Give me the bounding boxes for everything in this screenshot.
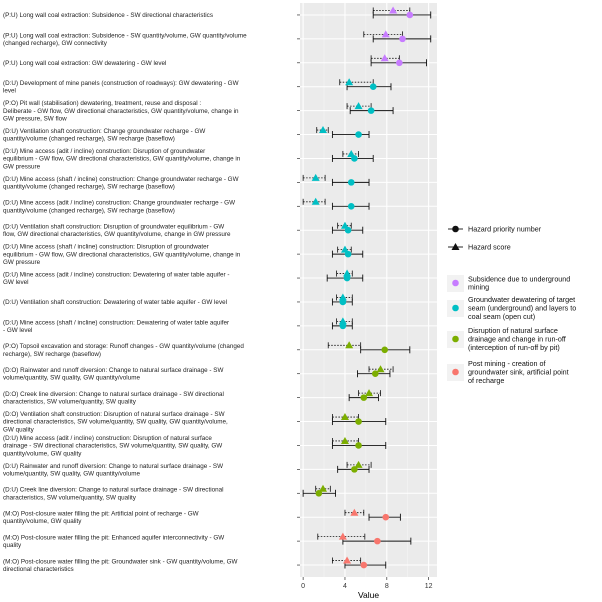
row-label-line: quantity/volume (changed recharge), SW recharge (baseflow) xyxy=(3,207,175,215)
row-label-line: volume/quantity, SW quality, GW quantity/volume xyxy=(3,470,140,478)
row-label-line: (P:O) Pit wall (stabilisation) dewatering, treatment, reuse and disposal : xyxy=(3,100,202,108)
hpn-point xyxy=(407,12,414,19)
row-label-line: (D:U) Development of mine panels (construction of roadways): GW dewatering - GW xyxy=(3,80,239,88)
row-label-line: volume/quantity, SW quality, GW quantity/volume xyxy=(3,374,140,382)
row-label xyxy=(3,435,222,457)
row-label xyxy=(3,299,227,306)
row-label-line: (P:U) Long wall coal extraction: Subsidence - SW directional characteristics xyxy=(3,12,213,20)
legend-key-circle xyxy=(452,226,459,233)
legend-label-line: seam (underground) and layers to xyxy=(468,303,577,313)
row-label xyxy=(3,343,244,358)
row-label xyxy=(3,128,205,143)
legend-key-circle xyxy=(452,369,459,376)
hpn-point xyxy=(374,538,381,545)
row-label-line: (D:U) Mine access (adit / incline) construction: Dewatering of water table aquifer - xyxy=(3,271,230,279)
x-tick-label: 4 xyxy=(343,583,347,590)
row-label xyxy=(3,60,166,67)
hpn-point xyxy=(370,83,377,90)
hpn-point xyxy=(355,442,362,449)
row-label-line: (M:O) Post-closure water filling the pit: Artificial point of recharge - GW xyxy=(3,510,199,518)
row-label-line: (D:U) Mine access (adit / incline) construction: Disruption of natural surface xyxy=(3,435,212,443)
hpn-point xyxy=(355,418,362,425)
legend-label xyxy=(468,326,566,352)
row-label-line: quantity/volume (changed recharge), SW recharge (baseflow) xyxy=(3,135,175,143)
legend-label xyxy=(468,274,570,291)
row-label-line: quantity/volume, GW quality xyxy=(3,518,82,526)
legend-label-line: (interception of run-off by pit) xyxy=(468,342,560,352)
row-label-line: quantity/volume, GW quality xyxy=(3,450,82,458)
row-label xyxy=(3,32,247,47)
row-label xyxy=(3,319,229,334)
row-label-line: (D:O) Rainwater and runoff diversion: Change to natural surface drainage - SW xyxy=(3,367,224,375)
row-label xyxy=(3,271,229,286)
row-label xyxy=(3,244,241,266)
hpn-point xyxy=(348,179,355,186)
row-label-line: (M:O) Post-closure water filling the pit: Enhanced aquifer interconnectivity - GW xyxy=(3,534,225,542)
x-axis-title: Value xyxy=(357,590,380,600)
row-label xyxy=(3,535,224,550)
row-label xyxy=(3,411,228,433)
x-tick-label: 12 xyxy=(424,583,433,590)
row-label-line: (M:O) Post-closure water filling the pit: Groundwater sink - GW quantity/volume, GW xyxy=(3,558,238,566)
legend-key-circle xyxy=(452,280,459,287)
row-label-line: (P:O) Topsoil excavation and storage: Runoff changes - GW quantity/volume (changed xyxy=(3,343,244,351)
row-label-line: (D:U) Ventilation shaft construction: Dewatering of water table aquifer - GW level xyxy=(3,299,227,307)
row-label-line: directional characteristics, SW volume/quantity, SW quality, GW quantity/volume, xyxy=(3,418,228,426)
row-label xyxy=(3,558,238,573)
legend-label-line: drainage and change in run-off xyxy=(468,334,566,344)
legend-label-line: coal seam (open cut) xyxy=(468,311,536,321)
row-label-line: equilibrium - GW flow, GW directional characteristics, GW quantity/volume, change in xyxy=(3,251,241,259)
row-label-line: flow, GW directional characteristics, GW quantity/volume, change in GW pressure xyxy=(3,231,231,239)
row-label-line: GW level xyxy=(3,279,29,287)
row-label xyxy=(3,80,239,95)
legend-label: Hazard priority number xyxy=(468,224,542,234)
legend-label-line: mining xyxy=(468,282,490,292)
row-label-line: (P:U) Long wall coal extraction: Subsidence - SW quantity/volume, GW quantity/volume xyxy=(3,32,247,40)
row-label xyxy=(3,148,241,170)
legend-label-line: groundwater sink, artificial point xyxy=(468,367,569,377)
hpn-point xyxy=(381,346,388,353)
row-label-line: (changed recharge), GW connectivity xyxy=(3,39,107,47)
legend-label-line: Groundwater dewatering of target xyxy=(468,295,576,305)
legend-key-circle xyxy=(452,305,459,312)
row-label xyxy=(3,224,231,239)
row-label-line: directional characteristics xyxy=(3,566,74,574)
row-label xyxy=(3,176,239,191)
row-label xyxy=(3,12,213,19)
row-label-line: quality xyxy=(3,542,22,550)
row-label-line: recharge), SW recharge (baseflow) xyxy=(3,350,101,358)
row-label xyxy=(3,487,224,502)
row-label-line: GW pressure, SW flow xyxy=(3,115,67,123)
row-label-line: Deliberate - GW flow, GW directional characteristics, GW quantity/volume, change in xyxy=(3,107,239,115)
row-label xyxy=(3,391,224,406)
legend-label: Hazard score xyxy=(468,242,511,252)
hpn-point xyxy=(360,562,367,569)
row-label-line: (D:O) Creek line diversion: Change to natural surface drainage - SW directional xyxy=(3,391,224,399)
row-label-line: GW pressure xyxy=(3,258,41,266)
row-label-line: - GW level xyxy=(3,326,33,334)
legend-label xyxy=(468,295,576,321)
row-label-line: equilibrium - GW flow, GW directional characteristics, GW quantity/volume, change in xyxy=(3,155,241,163)
legend-label-line: Subsidence due to underground xyxy=(468,274,571,284)
hpn-point xyxy=(348,203,355,210)
row-label xyxy=(3,463,223,478)
row-label-line: (D:U) Mine access (shaft / incline) construction: Disruption of groundwater xyxy=(3,243,209,251)
row-label-line: level xyxy=(3,87,16,95)
legend-label-line: Post mining - creation of xyxy=(468,359,546,369)
row-label-line: quantity/volume (changed recharge), SW recharge (baseflow) xyxy=(3,183,175,191)
row-label-line: (P:U) Long wall coal extraction: GW dewatering - GW level xyxy=(3,59,167,67)
legend-label xyxy=(468,359,569,385)
row-label-line: (D:U) Mine access (shaft / incline) construction: Change groundwater recharge - GW xyxy=(3,175,239,183)
hpn-point xyxy=(399,36,406,43)
x-tick-label: 8 xyxy=(384,583,389,590)
row-label xyxy=(3,511,199,526)
legend-label-line: of recharge xyxy=(468,375,505,385)
hpn-point xyxy=(355,131,362,138)
row-label-line: (D:U) Rainwater and runoff diversion: Change to natural surface drainage - SW xyxy=(3,462,224,470)
row-label-line: GW quality xyxy=(3,426,34,434)
row-label-line: characteristics, SW volume/quantity, SW quality xyxy=(3,398,136,406)
row-label-line: (D:U) Creek line diversion: Change to natural surface drainage - SW directional xyxy=(3,486,224,494)
row-label-line: (D:U) Mine access (shaft / incline) construction: Dewatering of water table aquifer xyxy=(3,319,230,327)
row-label-line: drainage - SW directional characteristics, SW volume/quantity, SW quality, GW xyxy=(3,442,223,450)
hpn-point xyxy=(368,107,375,114)
row-label-line: (D:U) Ventilation shaft construction: Disruption of groundwater equilibrium - GW xyxy=(3,223,225,231)
row-label-line: (D:U) Mine access (adit / incline) construction: Disruption of groundwater xyxy=(3,148,206,156)
hpn-point xyxy=(382,514,389,521)
row-label-line: characteristics, SW volume/quantity, SW quality xyxy=(3,494,136,502)
legend-key-triangle xyxy=(452,243,460,250)
row-label xyxy=(3,367,223,382)
hpn-point xyxy=(396,59,403,66)
row-label-line: GW pressure xyxy=(3,163,41,171)
legend-key-circle xyxy=(452,336,459,343)
x-tick-label: 0 xyxy=(301,583,306,590)
row-label xyxy=(3,100,239,122)
row-label-line: (D:U) Mine access (adit / incline) construction: Change groundwater recharge - GW xyxy=(3,199,236,207)
legend-label-line: Disruption of natural surface xyxy=(468,326,558,336)
row-label-line: (D:U) Ventilation shaft construction: Change groundwater recharge - GW xyxy=(3,127,206,135)
row-label-line: (D:O) Ventilation shaft construction: Disruption of natural surface drainage - SW xyxy=(3,411,225,419)
row-label xyxy=(3,200,235,215)
